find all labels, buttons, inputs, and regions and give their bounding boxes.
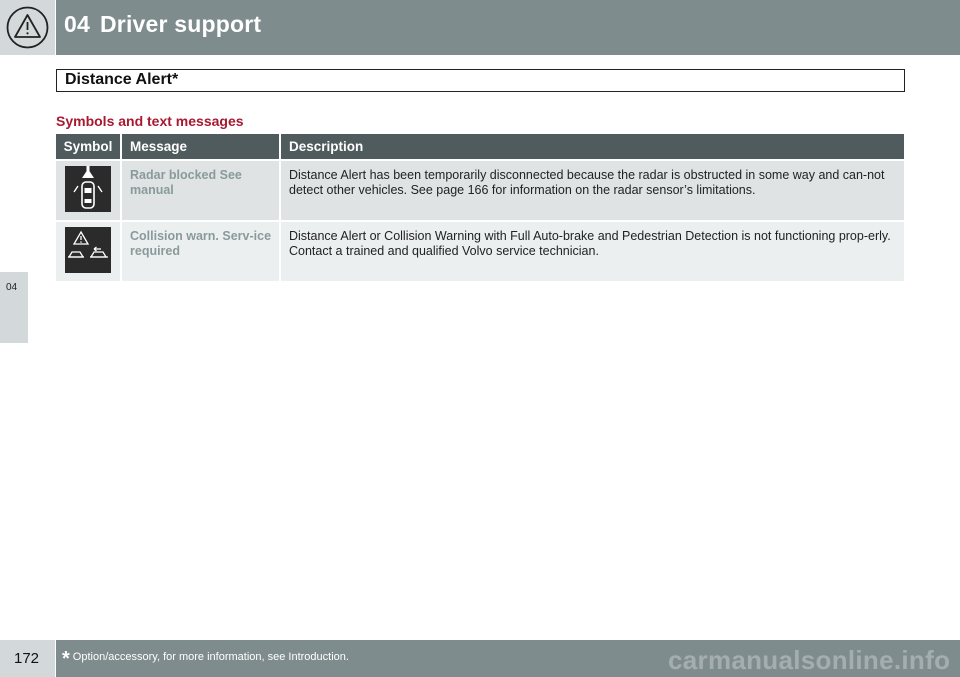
- warning-triangle-icon: [5, 5, 50, 50]
- header-symbol: Symbol: [56, 134, 121, 160]
- table-row: [56, 221, 904, 281]
- message-cell: Collision warn. Serv-ice required: [121, 221, 280, 281]
- warning-icon-box: [0, 0, 55, 55]
- watermark: carmanualsonline.info: [668, 645, 951, 675]
- header-message: Message: [121, 134, 280, 160]
- table-row: [56, 160, 904, 221]
- chapter-header: [56, 0, 960, 55]
- page-number: 172: [14, 650, 40, 667]
- message-cell: Radar blocked See manual: [121, 160, 280, 221]
- description-cell: Distance Alert has been temporarily disconnected because the radar is obstructed in some way and can-not detect other vehicles. See page 166 for information on the radar sensor’s limitations.: [280, 160, 904, 221]
- radar-blocked-icon: [65, 166, 111, 212]
- symbols-table: [56, 134, 904, 281]
- chapter-name: Driver support: [99, 11, 262, 37]
- footnote: [62, 648, 349, 671]
- subheading: Symbols and text messages: [56, 113, 244, 129]
- chapter-side-tab[interactable]: [0, 272, 28, 343]
- page-number-box: [0, 640, 55, 677]
- footnote-text: Option/accessory, for more information, see Introduction.: [72, 651, 349, 663]
- table-header-row: [56, 134, 904, 160]
- description-cell: Distance Alert or Collision Warning with Full Auto-brake and Pedestrian Detection is not functioning prop-erly. Contact a trained and qualified Volvo service technician.: [280, 221, 904, 281]
- collision-warning-icon: [65, 227, 111, 273]
- symbol-cell: [56, 160, 121, 221]
- chapter-number: 04: [64, 11, 90, 37]
- section-title: Distance Alert*: [65, 71, 179, 88]
- chapter-title: [64, 11, 261, 38]
- side-tab-label: 04: [6, 282, 18, 293]
- section-title-box: [56, 69, 905, 92]
- footer-bar: [56, 640, 960, 677]
- symbol-cell: [56, 221, 121, 281]
- header-description: Description: [280, 134, 904, 160]
- footnote-star: *: [62, 648, 70, 670]
